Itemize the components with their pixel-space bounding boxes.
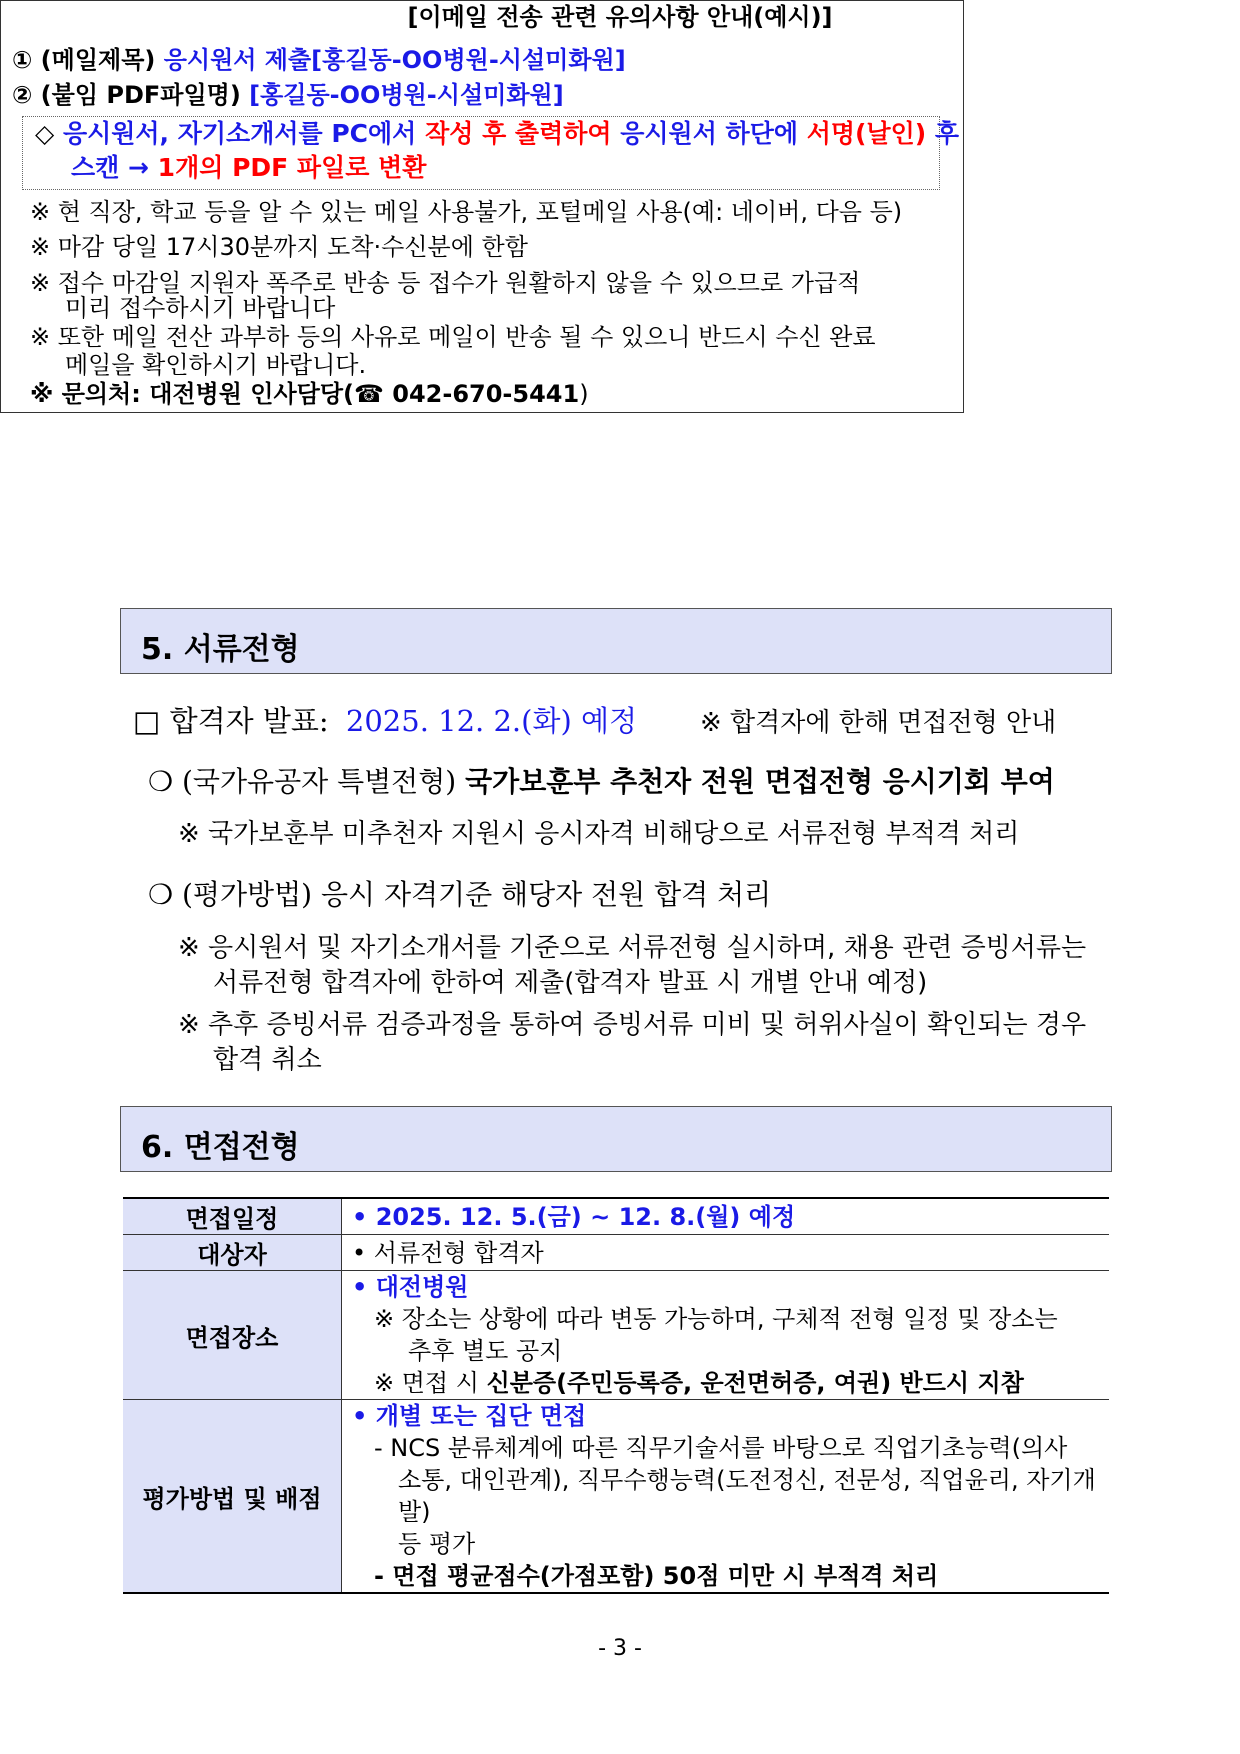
highlight-text-2: 작성 후 출력하여 [425,119,612,148]
note-line: ※ 또한 메일 전산 과부하 등의 사유로 메일이 반송 될 수 있으니 반드시 수신 완료 [30,323,876,351]
table-row [123,1400,1109,1594]
item1-note: ※ 국가보훈부 미추천자 지원시 응시자격 비해당으로 서류전형 부적격 처리 [178,819,1020,849]
place-note [352,1367,1109,1399]
announce-date: 2025. 12. 2.(화) 예정 [345,704,638,738]
email-notice-title: [이메일 전송 관련 유의사항 안내(예시)] [407,3,833,31]
highlight-line-1 [35,119,959,149]
eval-label: 평가방법 및 배점 [123,1400,342,1594]
contact-close: ) [579,380,589,408]
highlight-box [22,116,960,190]
email-subject-line [12,45,626,75]
schedule-label: 면접일정 [123,1198,342,1235]
section5-item2: ❍ (평가방법) 응시 자격기준 해당자 전원 합격 처리 [148,878,772,911]
page-number: - 3 - [598,1636,642,1661]
section6-header [120,1106,1112,1172]
diamond-icon: ◇ [35,119,55,148]
eval-line: - 면접 평균점수(가점포함) 50점 미만 시 부적격 처리 [374,1562,939,1590]
item2-note: ※ 응시원서 및 자기소개서를 기준으로 서류전형 실시하며, 채용 관련 증빙서류는 [178,933,1087,963]
announce-note: ※ 합격자에 한해 면접전형 안내 [700,708,1057,738]
place-note: 추후 별도 공지 [408,1337,563,1365]
note-line: 미리 접수하시기 바랍니다 [65,294,336,322]
announce-line [133,704,637,738]
highlight-text-6: 스캔 → [71,153,149,182]
highlight-text-5: 후 [934,119,960,148]
place-value: • 대전병원 [352,1273,469,1301]
place-label: 면접장소 [123,1271,342,1400]
eval-value: • 개별 또는 집단 면접 [352,1402,587,1430]
highlight-text-3: 응시원서 하단에 [620,119,799,148]
phone-icon: ☎ [354,380,384,408]
place-cell [342,1271,1110,1400]
email-notice-box [0,0,964,413]
highlight-text-7: 1개의 PDF 파일로 변환 [157,153,427,182]
eval-line: - NCS 분류체계에 따른 직무기술서를 바탕으로 직업기초능력(의사 [374,1434,1068,1462]
note-line: ※ 마감 당일 17시30분까지 도착·수신분에 한함 [30,233,528,261]
eval-line: 등 평가 [398,1530,476,1558]
section5-header [120,608,1112,674]
announce-label: □ 합격자 발표: [133,704,329,738]
note-line: 메일을 확인하시기 바랍니다. [65,351,367,379]
contact-number: 042-670-5441 [392,380,580,408]
table-row [123,1198,1109,1235]
email-subject-label: ① (메일제목) [12,46,156,74]
item2-note: 서류전형 합격자에 한하여 제출(합격자 발표 시 개별 안내 예정) [213,968,928,998]
contact-label: ※ 문의처: 대전병원 인사담당( [30,380,354,408]
item1-prefix: ❍ (국가유공자 특별전형) [148,765,457,798]
section6-title: 6. 면접전형 [141,1130,300,1165]
highlight-line-2 [71,153,426,183]
place-note-text: ※ 면접 시 [374,1369,479,1397]
place-note-bold: 신분증(주민등록증, 운전면허증, 여권) 반드시 지참 [486,1369,1024,1397]
note-line: ※ 접수 마감일 지원자 폭주로 반송 등 접수가 원활하지 않을 수 있으므로 가급적 [30,269,861,297]
table-row [123,1235,1109,1271]
interview-table [123,1197,1109,1594]
eval-line: 소통, 대인관계), 직무수행능력(도전정신, 전문성, 직업윤리, 자기개발) [398,1466,1096,1526]
email-attachment-value: [홍길동-OO병원-시설미화원] [249,81,564,109]
email-attachment-line [12,80,564,110]
highlight-text-4: 서명(날인) [806,119,927,148]
item2-note: 합격 취소 [213,1045,322,1075]
table-row [123,1271,1109,1400]
place-note: ※ 장소는 상황에 따라 변동 가능하며, 구체적 전형 일정 및 장소는 [374,1305,1058,1333]
schedule-value: • 2025. 12. 5.(금) ~ 12. 8.(월) 예정 [342,1198,1110,1235]
target-label: 대상자 [123,1235,342,1271]
email-subject-value: 응시원서 제출[홍길동-OO병원-시설미화원] [163,46,626,74]
eval-cell [342,1400,1110,1594]
item2-note: ※ 추후 증빙서류 검증과정을 통하여 증빙서류 미비 및 허위사실이 확인되는 경우 [178,1010,1087,1040]
section5-title: 5. 서류전형 [141,632,300,667]
highlight-text-1: 응시원서, 자기소개서를 PC에서 [62,119,417,148]
contact-line [30,379,589,409]
section5-item1 [148,765,1055,799]
email-attachment-label: ② (붙임 PDF파일명) [12,81,241,109]
target-value: • 서류전형 합격자 [342,1235,1110,1271]
note-line: ※ 현 직장, 학교 등을 알 수 있는 메일 사용불가, 포털메일 사용(예: 네이버, 다음 등) [30,198,903,226]
item1-text: 국가보훈부 추천자 전원 면접전형 응시기회 부여 [465,765,1055,798]
